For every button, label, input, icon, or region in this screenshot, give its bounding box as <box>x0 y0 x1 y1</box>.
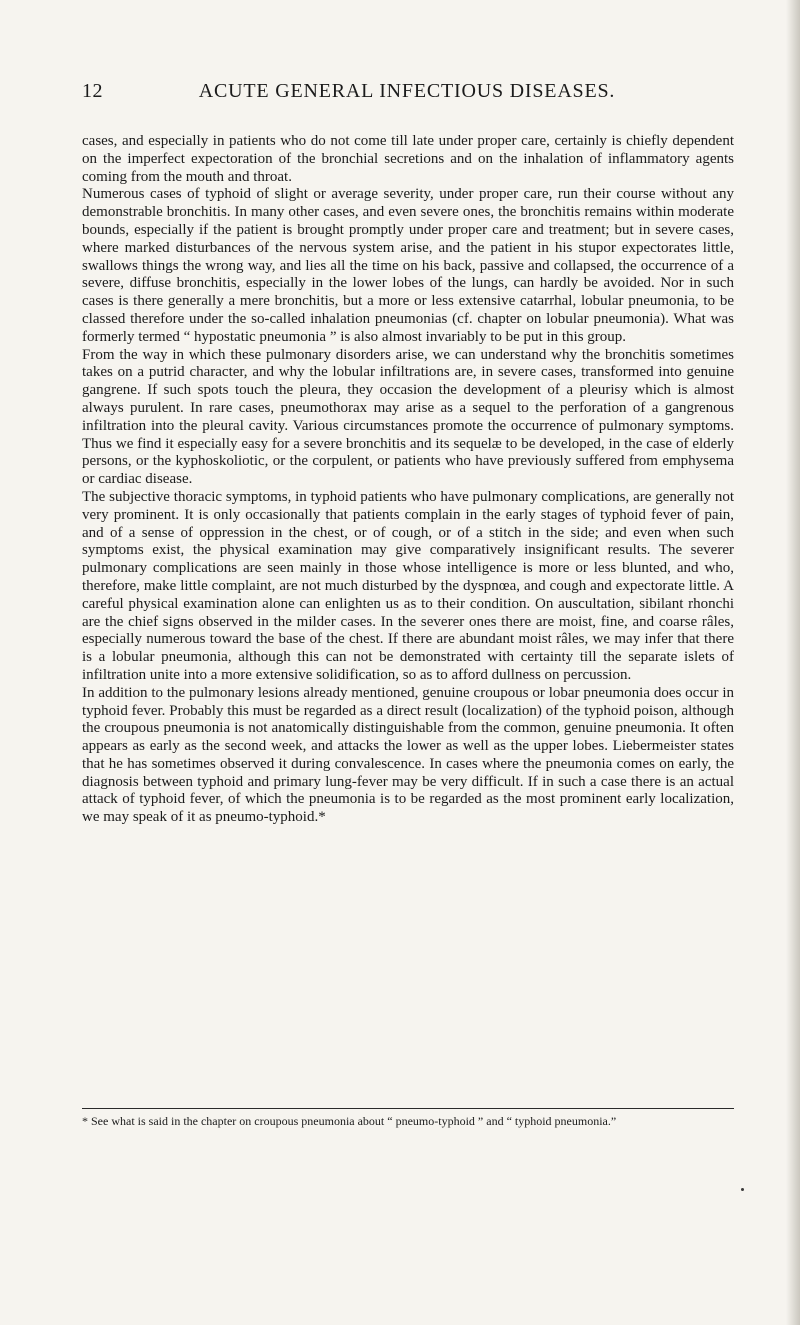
footnote: * See what is said in the chapter on croupous pneumonia about “ pneumo-typhoid ” and “ typhoid pneumonia.” <box>82 1114 617 1128</box>
paragraph-2: Numerous cases of typhoid of slight or average severity, under proper care, run their course without any demonstrable bronchitis. In many other cases, and even severe ones, the bronchitis remains within moderate bounds, especially if the patient is brought promptly under proper care and treatment; but in severe cases, where marked disturbances of the nervous system arise, and the patient in his stupor expectorates little, swallows things the wrong way, and lies all the time on his back, passive and collapsed, the occurrence of a severe, diffuse bronchitis, especially in the lower lobes of the lungs, can hardly be avoided. Nor in such cases is there generally a mere bronchitis, but a more or less extensive catarrhal, lobular pneumonia, to be classed therefore under the so-called inhalation pneumonias (cf. chapter on lobular pneumonia). What was formerly termed “ hypostatic pneumonia ” is also almost invariably to be put in this group. <box>82 186 734 345</box>
paragraph-3: From the way in which these pulmonary disorders arise, we can understand why the bronchitis sometimes takes on a putrid character, and why the lobular infiltrations are, in severe cases, transformed into genuine gangrene. If such spots touch the pleura, they occasion the development of a pleurisy which is almost always purulent. In rare cases, pneumothorax may arise as a sequel to the perforation of a gangrenous infiltration into the pleural cavity. Various circumstances promote the occurrence of pulmonary symptoms. Thus we find it especially easy for a severe bronchitis and its sequelæ to be developed, in the case of elderly persons, or the kyphoskoliotic, or the corpulent, or patients who have previously suffered from emphysema or cardiac disease. <box>82 346 734 488</box>
ink-speck <box>741 1188 744 1191</box>
paragraph-1: cases, and especially in patients who do not come till late under proper care, certainly is chiefly dependent on the imperfect expectoration of the bronchial secretions and on the inhalation of inflammatory agents coming from the mouth and throat. <box>82 133 734 185</box>
footnote-divider <box>82 1108 734 1109</box>
paragraph-5: In addition to the pulmonary lesions already mentioned, genuine croupous or lobar pneumonia does occur in typhoid fever. Probably this must be regarded as a direct result (localization) of the typhoid poison, although the croupous pneumonia is not anatomically distinguishable from the common, genuine pneumonia. It often appears as early as the second week, and attacks the lower as well as the upper lobes. Liebermeister states that he has sometimes observed it during convalescence. In cases where the pneumonia comes on early, the diagnosis between typhoid and primary lung-fever may be very difficult. If in such a case there is an actual attack of typhoid fever, of which the pneumonia is to be regarded as the most prominent early localization, we may speak of it as pneumo-typhoid.* <box>82 684 734 826</box>
paragraph-4: The subjective thoracic symptoms, in typhoid patients who have pulmonary complications, are generally not very prominent. It is only occasionally that patients complain in the early stages of typhoid fever of pain, and of a sense of oppression in the chest, or of cough, or of a stitch in the side; and even when such symptoms exist, the physical examination may give comparatively insignificant results. The severer pulmonary complications are seen mainly in those whose intelligence is more or less blunted, and who, therefore, make little complaint, are not much disturbed by the dyspnœa, and cough and expectorate little. A careful physical examination alone can enlighten us as to their condition. On auscultation, sibilant rhonchi are the chief signs observed in the milder cases. In the severer ones there are moist, fine, and coarse râles, especially numerous toward the base of the chest. If there are abundant moist râles, we may infer that there is a lobular pneumonia, although this can not be demonstrated with certainty till the separate islets of infiltration unite into a more extensive solidification, so as to afford dullness on percussion. <box>82 488 734 683</box>
running-title: ACUTE GENERAL INFECTIOUS DISEASES. <box>198 80 616 102</box>
page-header <box>82 80 732 110</box>
body-text <box>82 133 734 827</box>
page-edge-shadow <box>786 0 800 1325</box>
page-number: 12 <box>82 80 103 102</box>
